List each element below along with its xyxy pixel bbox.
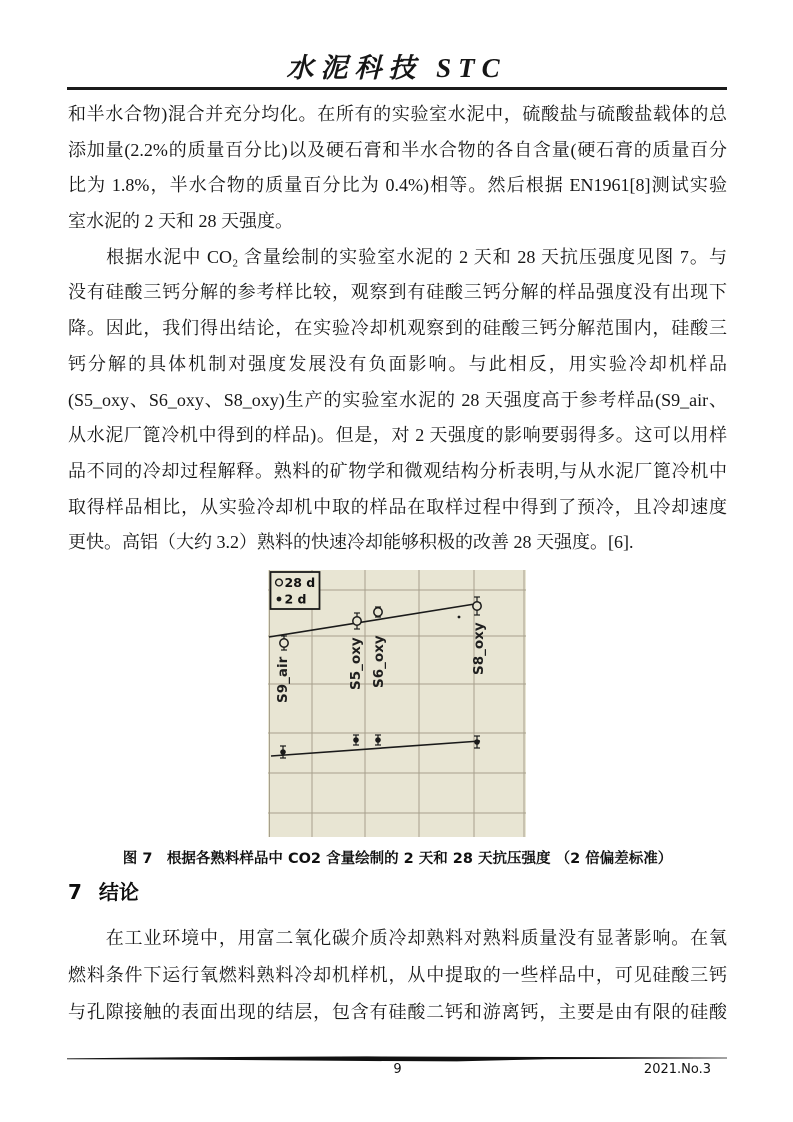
svg-text:2 d: 2 d	[284, 591, 307, 607]
body-text-line: 钙分解的具体机制对强度发展没有负面影响。与此相反，用实验冷却机样品	[68, 353, 727, 374]
footer	[68, 1062, 727, 1077]
body-text-line: 燃料条件下运行氧燃料熟料冷却机样机，从中提取的一些样品中，可见硅酸三钙	[68, 965, 727, 985]
body-text-line: 根据水泥中 CO₂ 含量绘制的实验室水泥的 2 天和 28 天抗压强度见图 7。与	[68, 246, 727, 267]
body-text-line: 降。因此，我们得出结论，在实验冷却机观察到的硅酸三钙分解范围内，硅酸三	[68, 318, 727, 339]
paragraph-3	[68, 920, 727, 1031]
body-text-line: 和半水合物)混合并充分均化。在所有的实验室水泥中，硫酸盐与硫酸盐载体的总	[68, 104, 727, 124]
page-number: 9	[393, 1062, 402, 1077]
svg-text:S8_oxy: S8_oxy	[471, 622, 487, 675]
body-text-line: 品不同的冷却过程解释。熟料的矿物学和微观结构分析表明,与从水泥厂篦冷机中	[68, 460, 727, 481]
stray-dot	[458, 616, 461, 619]
body-text-line: 从水泥厂篦冷机中得到的样品)。但是，对 2 天强度的影响要弱得多。这可以用样	[68, 425, 727, 446]
body-text-line: 添加量(2.2%的质量百分比)以及硬石膏和半水合物的各自含量(硬石膏的质量百分	[68, 139, 727, 160]
section-heading	[68, 876, 139, 905]
body-paragraphs-1-2	[68, 97, 727, 561]
header-rule	[67, 87, 727, 90]
plot-background	[268, 570, 526, 837]
body-text-line: 取得样品相比，从实验冷却机中取的样品在取样过程中得到了预冷，且冷却速度	[68, 496, 727, 517]
body-text-line: 没有硅酸三钙分解的参考样比较，观察到有硅酸三钙分解的样品强度没有出现下	[68, 282, 727, 303]
strength-scatter-plot	[268, 570, 526, 837]
body-text-line: 与孔隙接触的表面出现的结层，包含有硅酸二钙和游离钙，主要是由有限的硅酸	[68, 1002, 727, 1022]
paragraph-1	[68, 97, 727, 240]
figure-caption: 图 7 根据各熟料样品中 CO2 含量绘制的 2 天和 28 天抗压强度 （2 倍偏差标准）	[122, 851, 673, 867]
body-text-line: 在工业环境中，用富二氧化碳介质冷却熟料对熟料质量没有显著影响。在氧	[68, 928, 727, 948]
svg-text:28 d: 28 d	[284, 575, 316, 590]
body-text-line: 比为 1.8%，半水合物的质量百分比为 0.4%)相等。然后根据 EN1961[8]测试实验	[68, 175, 727, 196]
svg-text:S9_air: S9_air	[275, 656, 291, 703]
body-text-line: 室水泥的 2 天和 28 天强度。	[68, 211, 293, 232]
svg-text:S5_oxy: S5_oxy	[348, 637, 364, 690]
paragraph-2	[68, 240, 727, 561]
svg-text:S6_oxy: S6_oxy	[371, 635, 387, 688]
section-number: 7	[68, 880, 82, 904]
section-title: 结论	[98, 880, 139, 904]
figure-7	[268, 570, 526, 837]
body-text-line: (S5_oxy、S6_oxy、S8_oxy)生产的实验室水泥的 28 天强度高于参考样品(S9_air、	[68, 389, 727, 410]
journal-header-title: 水泥科技 STC	[286, 53, 507, 83]
issue-number: 2021.No.3	[643, 1062, 711, 1077]
body-paragraph-3	[68, 920, 727, 1031]
plot-legend	[271, 572, 320, 609]
body-text-line: 更快。高铝（大约 3.2）熟料的快速冷却能够积极的改善 28 天强度。[6].	[68, 532, 634, 553]
